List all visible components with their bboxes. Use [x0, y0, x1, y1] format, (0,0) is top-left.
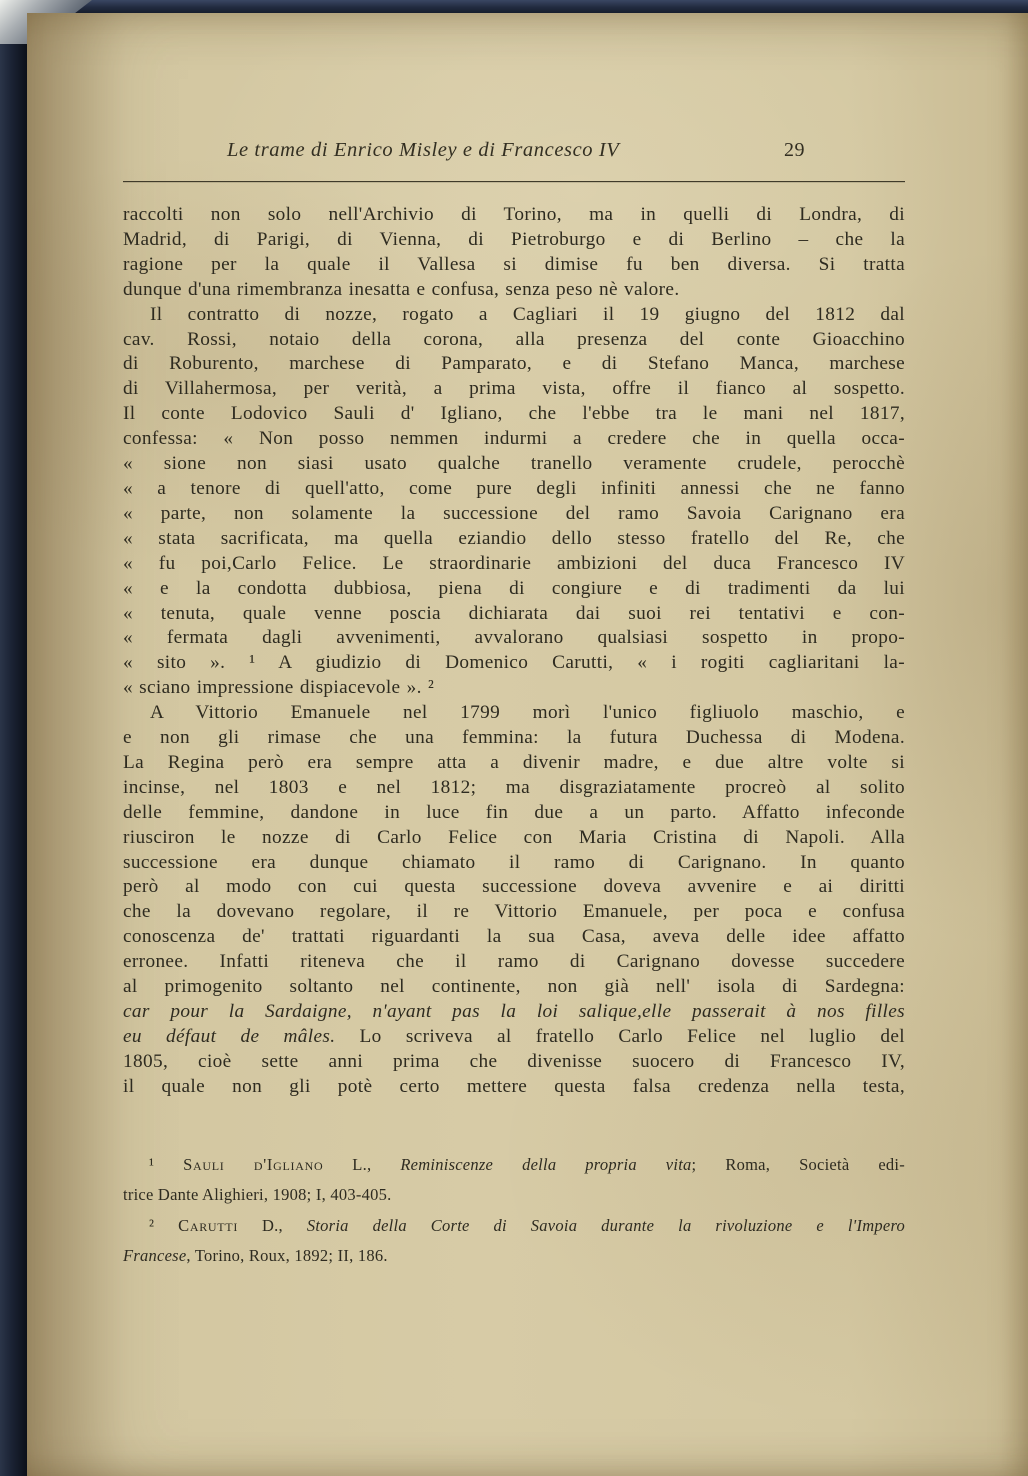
text-line	[123, 1025, 905, 1050]
text-segment: Reminiscenze della propria vita	[400, 1154, 692, 1174]
text-line	[123, 402, 905, 427]
text-line	[123, 975, 905, 1000]
text-segment: car pour la Sardaigne, n'ayant pas la loi salique,elle passerait à nos filles	[123, 1001, 905, 1022]
text-line	[123, 925, 905, 950]
text-segment: Storia della Corte di Savoia durante la rivoluzione e l'Impero	[306, 1215, 905, 1235]
text-segment: che la dovevano regolare, il re Vittorio Emanuele, per poca e confusa	[123, 901, 905, 923]
text-segment: ¹	[149, 1154, 184, 1174]
text-segment: raccolti non solo nell'Archivio di Torino, ma in quelli di Londra, di	[123, 204, 905, 225]
text-segment: « parte, non solamente la successione del ramo Savoia Carignano era	[123, 502, 905, 524]
text-segment: La Regina però era sempre atta a divenir madre, e due altre volte si	[123, 751, 905, 773]
book-cover-edge-top	[0, 0, 1028, 13]
paragraph	[123, 701, 905, 1100]
text-segment: ; Roma, Società edi-	[691, 1154, 905, 1174]
paragraph	[123, 303, 905, 702]
text-line	[123, 352, 905, 377]
text-line	[123, 253, 905, 278]
footnote	[123, 1211, 905, 1272]
page-body	[123, 203, 905, 1100]
page-number: 29	[784, 139, 805, 161]
text-segment: successione era dunque chiamato il ramo di Carignano. In quanto	[123, 851, 905, 873]
text-line	[123, 1075, 905, 1100]
text-segment: A Vittorio Emanuele nel 1799 morì l'unico figliuolo maschio, e	[150, 702, 905, 724]
text-segment: « stata sacrificata, ma quella eziandio dello stesso fratello del Re, che	[123, 527, 905, 549]
text-segment: Lo scriveva al fratello Carlo Felice nel luglio del	[335, 1025, 906, 1047]
text-line	[123, 676, 905, 701]
text-segment: « sione non siasi usato qualche tranello veramente crudele, perocchè	[123, 453, 905, 475]
text-segment: di Roburento, marchese di Pamparato, e di Stefano Manca, marchese	[123, 353, 905, 375]
footnote-line	[123, 1150, 905, 1181]
text-segment: incinse, nel 1803 e nel 1812; ma disgraziatamente procreò al solito	[123, 776, 905, 798]
text-segment: ²	[149, 1215, 179, 1235]
text-segment: eu défaut de mâles.	[123, 1025, 336, 1047]
text-line	[123, 577, 905, 602]
text-segment: L.,	[323, 1154, 401, 1174]
text-line	[123, 278, 905, 303]
text-line	[123, 377, 905, 402]
text-segment: 1805, cioè sette anni prima che divenisse suocero di Francesco IV,	[123, 1050, 905, 1072]
text-line	[123, 626, 905, 651]
text-line	[123, 228, 905, 253]
text-line	[123, 328, 905, 353]
text-line	[123, 452, 905, 477]
text-segment: trice Dante Alighieri, 1908; I, 403-405.	[123, 1185, 392, 1205]
text-segment: « sciano impressione dispiacevole ». ²	[123, 677, 435, 699]
text-segment: riusciron le nozze di Carlo Felice con Maria Cristina di Napoli. Alla	[123, 826, 905, 848]
text-line	[123, 1050, 905, 1075]
book-cover-spine	[0, 0, 27, 1476]
text-line	[123, 776, 905, 801]
text-segment: il quale non gli potè certo mettere questa falsa credenza nella testa,	[123, 1075, 905, 1097]
text-line	[123, 851, 905, 876]
text-segment: Sauli d'Igliano	[183, 1154, 324, 1174]
text-segment: « sito ». ¹ A giudizio di Domenico Carutti, « i rogiti cagliaritani la-	[123, 652, 905, 674]
text-segment: Madrid, di Parigi, di Vienna, di Pietroburgo e di Berlino – che la	[123, 228, 905, 250]
text-line	[123, 502, 905, 527]
text-line	[123, 726, 905, 751]
text-segment: D.,	[238, 1215, 307, 1235]
footnote	[123, 1150, 905, 1211]
text-segment: Il conte Lodovico Sauli d' Igliano, che l'ebbe tra le mani nel 1817,	[123, 403, 905, 425]
text-segment: « a tenore di quell'atto, come pure degli infiniti annessi che ne fanno	[123, 477, 905, 499]
text-line	[123, 527, 905, 552]
text-segment: dunque d'una rimembranza inesatta e confusa, senza peso nè valore.	[123, 278, 680, 300]
text-line	[123, 203, 905, 228]
text-segment: cav. Rossi, notaio della corona, alla presenza del conte Gioacchino	[123, 328, 905, 350]
text-segment: Francese	[123, 1246, 187, 1266]
footnotes	[123, 1150, 905, 1272]
text-segment: « tenuta, quale venne poscia dichiarata dai suoi rei tentativi e con-	[123, 602, 905, 624]
footnote-line	[123, 1180, 905, 1211]
footnote-line	[123, 1211, 905, 1242]
text-line	[123, 552, 905, 577]
text-segment: « fermata dagli avvenimenti, avvalorano qualsiasi sospetto in propo-	[123, 627, 905, 649]
text-segment: erronee. Infatti riteneva che il ramo di Carignano dovesse succedere	[123, 951, 905, 973]
text-line	[123, 900, 905, 925]
text-segment: Il contratto di nozze, rogato a Cagliari il 19 giugno del 1812 dal	[150, 303, 905, 325]
text-line	[123, 427, 905, 452]
text-line	[123, 826, 905, 851]
text-segment: e non gli rimase che una femmina: la futura Duchessa di Modena.	[123, 727, 905, 749]
running-header-title: Le trame di Enrico Misley e di Francesco IV	[227, 139, 620, 161]
text-line	[123, 701, 905, 726]
text-line	[123, 602, 905, 627]
text-segment: « fu poi,Carlo Felice. Le straordinarie ambizioni del duca Francesco IV	[123, 552, 905, 574]
text-line	[123, 875, 905, 900]
text-segment: ragione per la quale il Vallesa si dimise fu ben diversa. Si tratta	[123, 253, 905, 275]
text-segment: confessa: « Non posso nemmen indurmi a credere che in quella occa-	[123, 428, 905, 450]
header-rule	[123, 181, 905, 182]
text-segment: al primogenito soltanto nel continente, non già nell' isola di Sardegna:	[123, 976, 905, 998]
text-segment: però al modo con cui questa successione doveva avvenire e ai diritti	[123, 876, 905, 898]
text-segment: delle femmine, dandone in luce fin due a un parto. Affatto infeconde	[123, 801, 905, 823]
paragraph	[123, 203, 905, 303]
text-line	[123, 751, 905, 776]
running-header	[123, 139, 905, 166]
text-segment: , Torino, Roux, 1892; II, 186.	[186, 1246, 388, 1266]
text-line	[123, 1000, 905, 1025]
text-segment: « e la condotta dubbiosa, piena di congiure e di tradimenti da lui	[123, 577, 905, 599]
text-segment: conoscenza de' trattati riguardanti la sua Casa, aveva delle idee affatto	[123, 926, 905, 948]
text-segment: di Villahermosa, per verità, a prima vista, offre il fianco al sospetto.	[123, 378, 905, 400]
text-line	[123, 651, 905, 676]
text-line	[123, 303, 905, 328]
book-page	[27, 13, 1028, 1476]
text-line	[123, 801, 905, 826]
text-line	[123, 950, 905, 975]
footnote-line	[123, 1241, 905, 1272]
text-line	[123, 477, 905, 502]
text-segment: Carutti	[178, 1215, 239, 1235]
